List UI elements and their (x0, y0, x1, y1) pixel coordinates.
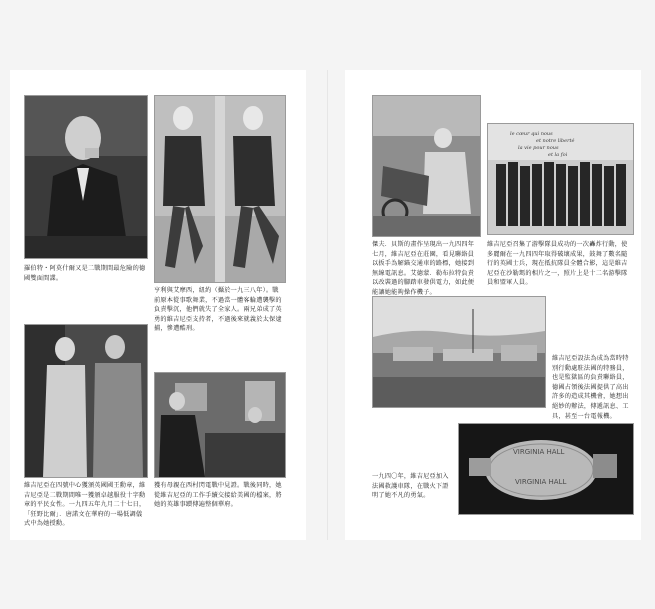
caption-office: 獲有母親在西村閃電戰中見證。戰後同時，她從維吉尼亞的工作手續交接給美國的檔案，將她的英雄事蹟傳遍整個華府。 (154, 482, 282, 509)
caption-group: 維吉尼亞召集了游擊隊員成功的一次轟炸行動，使多麗爾在一九四四年取得破壞成果，鼓舞了數名隨行的英國士兵，現在抵抗隊員全體合影，這是維吉尼亞在沙勒瑪的相片之一，照片上是十二名游擊隊員和盟軍人員。 (487, 241, 628, 287)
photo-dancers (154, 95, 286, 283)
photo-medal-ceremony (24, 324, 148, 478)
sign-line3: la vie pour nous (518, 145, 559, 151)
sign-line1: le cœur qui nous (510, 131, 553, 137)
badge-line2: VIRGINIA HALL (515, 478, 567, 486)
caption-landscape: 維吉尼亞設法為成為當時特別行動處駐法國的特務員，也是監獄區的負責聯絡員，德國占領後法國提供了高出許多的造成其機會，她想出絕妙的辦法，傳遞訊息、工具，甚至一台電報機。 (552, 355, 629, 420)
photo-badge (458, 423, 634, 515)
caption-medal: 維吉尼亞在四號中心獲頒英國國王勳章，維吉尼亞是二戰期間唯一獲頒卓越服役十字勳章的平民女性。一九四五年九月二十七日，「狂野比爾」．唐諾文在華府的一場低調儀式中為她授勳。 (24, 482, 146, 528)
photo-man-suit (24, 95, 148, 259)
caption-dancers: 亨利與艾摩西，紐約（攝於一九三八年）。戰前原本從事歌舞業，不過當一體客輪遭襲擊的負責擊沉，他們就失了全家人。兩兄弟成了英勇的維吉尼亞支持者，不過後來就義於太保逮捕，慘遭酷刑。 (154, 287, 282, 333)
sign-line2: et notre liberté (536, 138, 575, 144)
badge-line1: VIRGINIA HALL (513, 448, 565, 456)
photo-group-sign (487, 123, 634, 235)
photo-landscape (372, 296, 546, 408)
caption-painting: 傑夫．貝斯的畫作呈現出一九四四年七月，維吉尼亞在莊園，看見聯絡員以扳手為解錨交通車的路標，她接到無線電訊息。艾德蒙．勒布拉特負責以改裝過的腳踏車發供電力，如此便能讓她能夠操作機子。 (372, 241, 475, 296)
photo-office (154, 372, 286, 478)
caption-man-suit: 羅伯特・阿莫什爾又是二戰期間最危險的德國雙面間諜。 (24, 265, 146, 282)
gutter-line (327, 70, 328, 540)
caption-badge: 一九四〇年，維吉尼亞加入法國救護車隊，在戰火下證明了她不凡的勇氣。 (372, 473, 449, 500)
photo-painting (372, 95, 481, 237)
sign-line4: et la foi (548, 152, 568, 158)
